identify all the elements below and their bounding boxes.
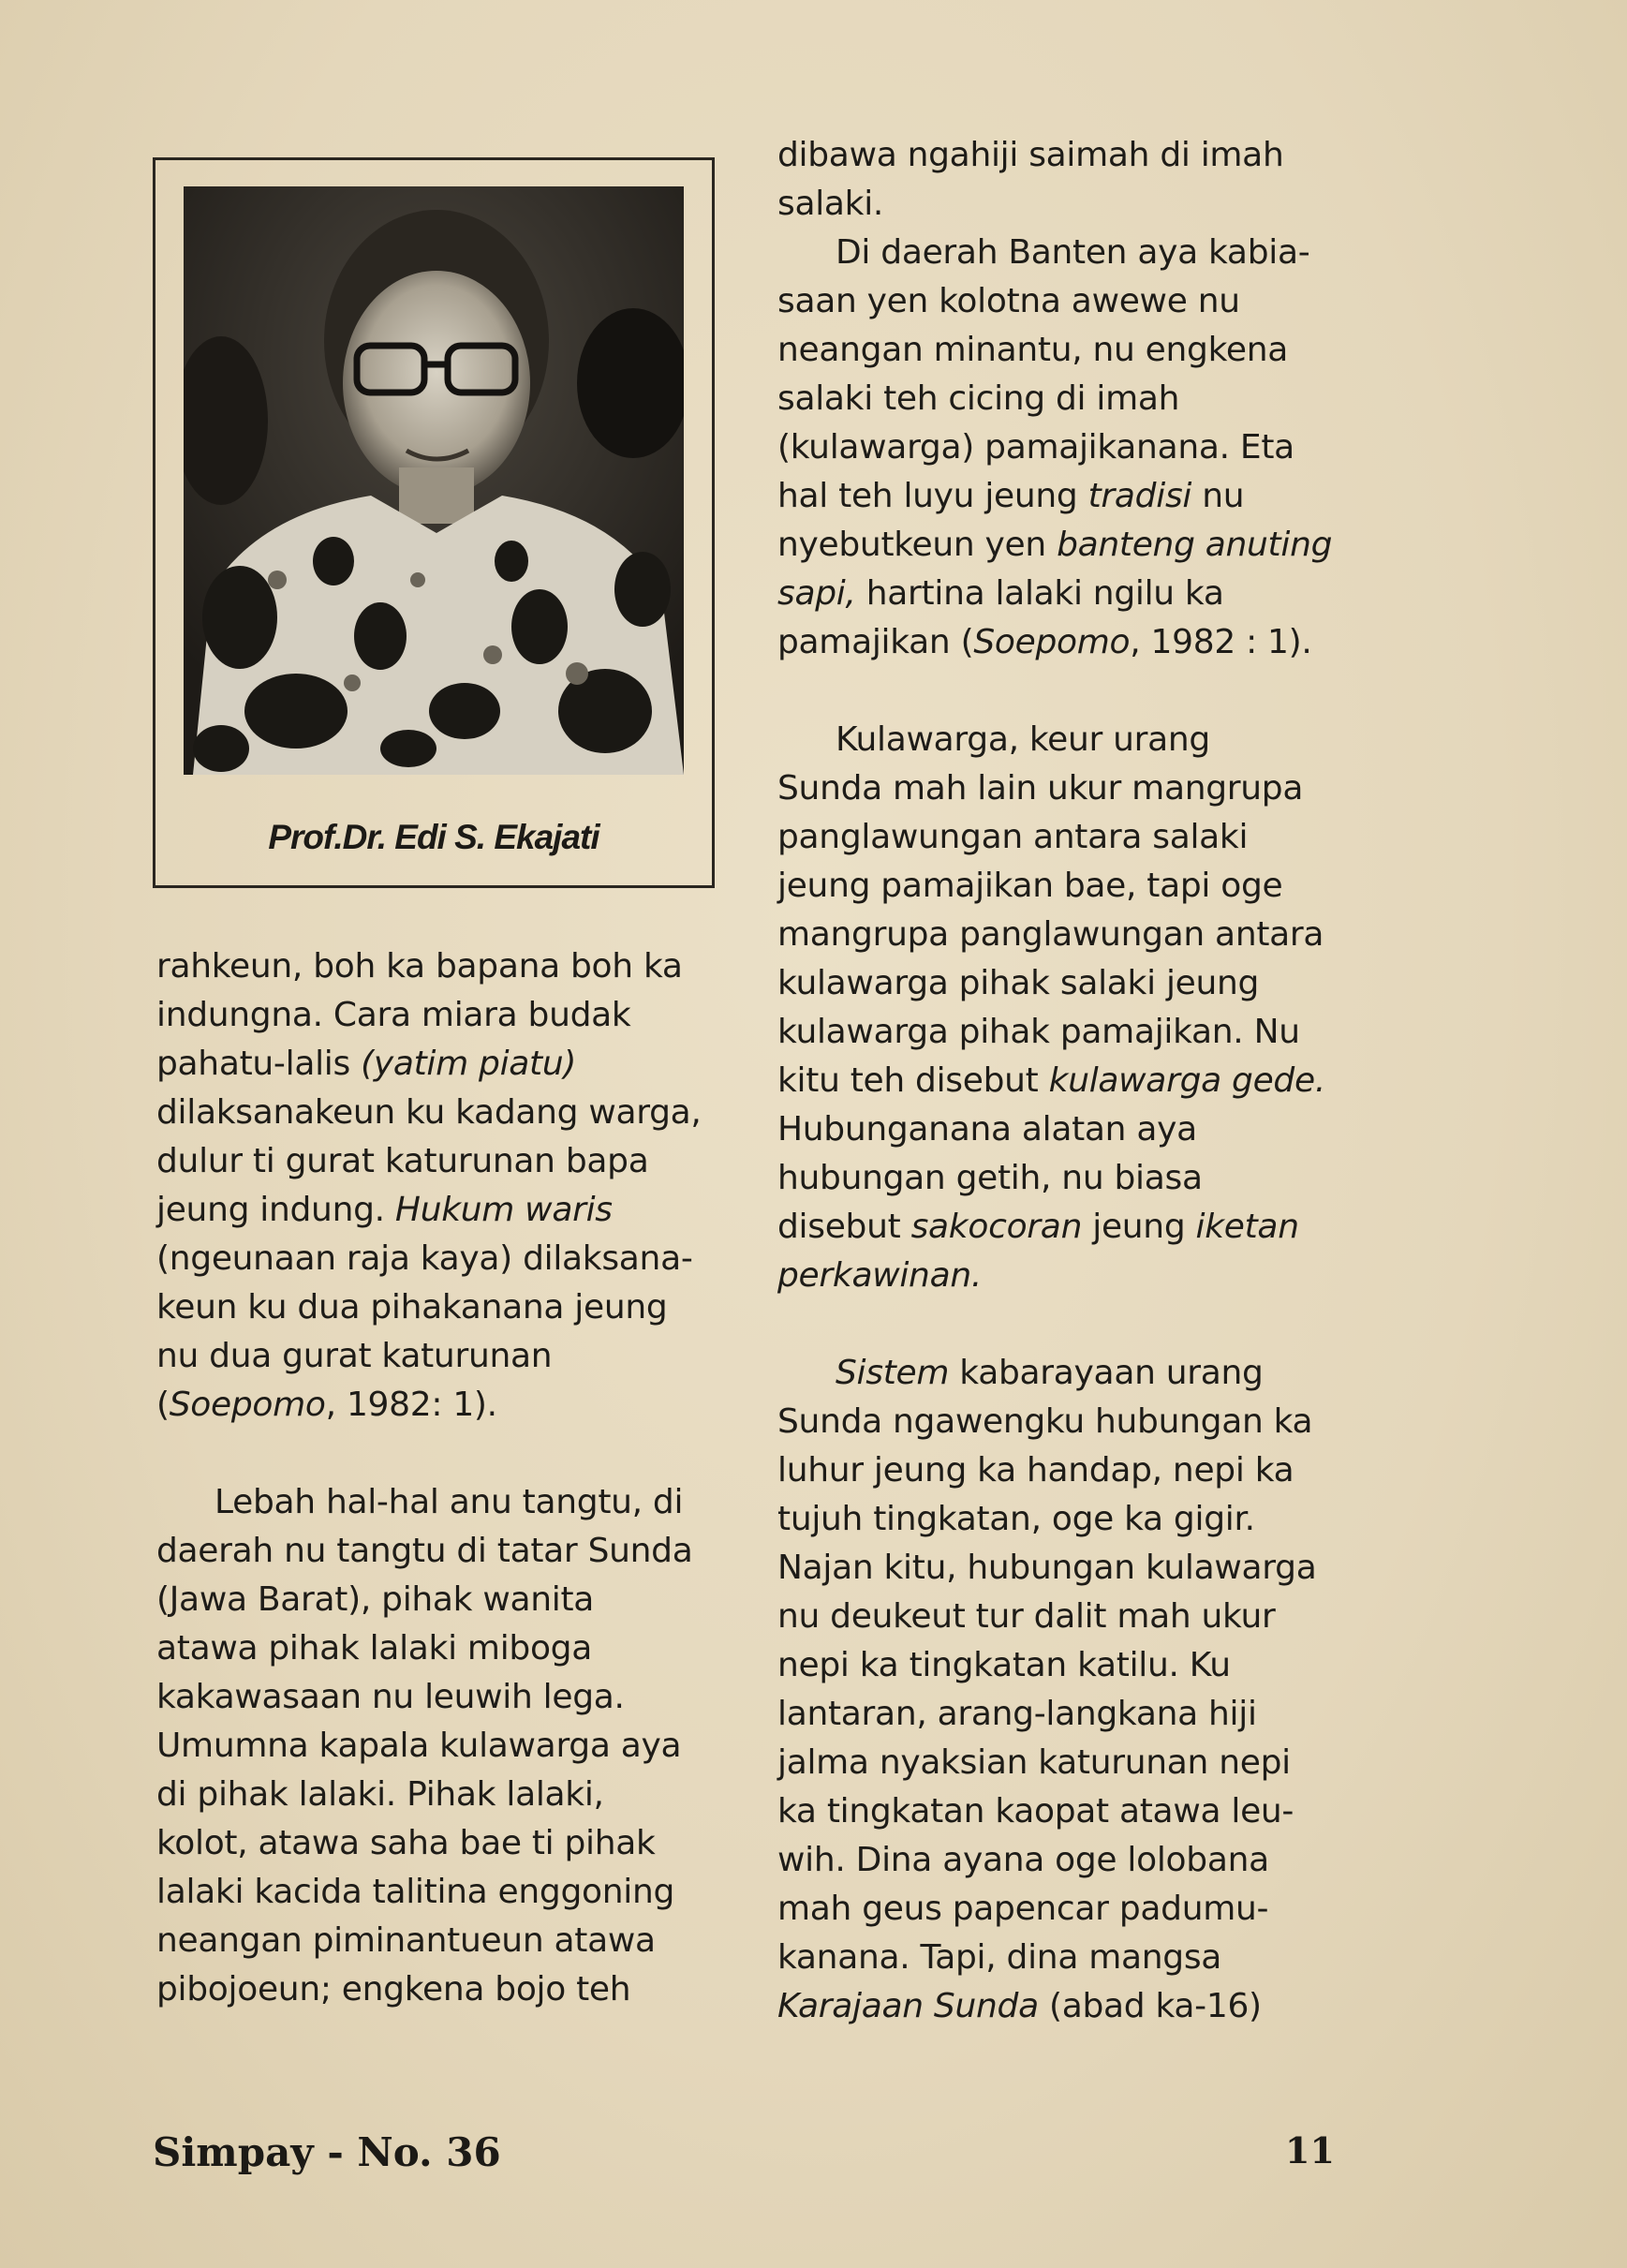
italic-term: iketan [1195, 1208, 1299, 1246]
text-line [777, 1982, 1358, 2031]
paragraph [777, 716, 1358, 1300]
text-run: hal teh luyu jeung [777, 477, 1088, 515]
text-line [777, 1349, 1358, 1398]
text-line: nu dua gurat katurunan [156, 1337, 553, 1375]
text-line [777, 570, 1358, 618]
text-run: kabarayaan urang [949, 1354, 1264, 1392]
left-text-column [156, 942, 728, 2014]
text-line [777, 472, 1358, 521]
italic-term: banteng anuting [1057, 526, 1333, 564]
paragraph [777, 131, 1358, 229]
text-line: ka tingkatan kaopat atawa leu- [777, 1792, 1294, 1831]
text-line: neangan minantu, nu engkena [777, 331, 1288, 369]
text-line: Lebah hal-hal anu tangtu, di [214, 1483, 684, 1521]
text-line: rahkeun, boh ka bapana boh ka [156, 947, 683, 986]
text-line: hubungan getih, nu biasa [777, 1159, 1203, 1197]
text-line: mangrupa panglawungan antara [777, 915, 1324, 954]
italic-term: Soepomo [169, 1386, 326, 1424]
text-line: wih. Dina ayana oge lolobana [777, 1841, 1269, 1879]
text-line: (Jawa Barat), pihak wanita [156, 1580, 595, 1619]
text-run: pamajikan ( [777, 623, 974, 661]
italic-term: Hukum waris [394, 1191, 613, 1229]
text-run: jeung [1082, 1208, 1196, 1246]
text-line [156, 991, 728, 1040]
text-line: jeung pamajikan bae, tapi oge [777, 867, 1283, 905]
text-line [156, 1040, 728, 1089]
text-run: disebut [777, 1208, 911, 1246]
text-line: kulawarga pihak pamajikan. Nu [777, 1013, 1300, 1051]
text-run: ( [156, 1386, 170, 1424]
text-line: nepi ka tingkatan katilu. Ku [777, 1646, 1231, 1684]
text-line: tujuh tingkatan, oge ka gigir. [777, 1500, 1255, 1538]
text-line: Hubunganana alatan aya [777, 1110, 1197, 1149]
portrait-photo [184, 186, 684, 775]
text-line: dilaksanakeun ku kadang warga, [156, 1093, 702, 1132]
text-line [777, 618, 1358, 667]
text-run: hartina lalaki ngilu ka [855, 574, 1224, 613]
italic-term: sapi, [777, 574, 856, 613]
paragraph [156, 942, 728, 1430]
text-run: jeung indung. [156, 1191, 395, 1229]
page-number: 11 [1285, 2129, 1335, 2172]
text-line: luhur jeung ka handap, nepi ka [777, 1451, 1294, 1490]
text-line [777, 1203, 1358, 1252]
text-line [777, 1252, 1358, 1300]
text-run: kitu teh disebut [777, 1061, 1049, 1100]
text-line: mah geus papencar padumu- [777, 1890, 1269, 1928]
text-line: salaki teh cicing di imah [777, 379, 1180, 418]
text-line: jalma nyaksian katurunan nepi [777, 1743, 1291, 1782]
text-line: nu deukeut tur dalit mah ukur [777, 1597, 1276, 1636]
text-line [156, 1186, 728, 1235]
text-line: lantaran, arang-langkana hiji [777, 1695, 1257, 1733]
italic-term: kulawarga gede. [1048, 1061, 1325, 1100]
photo-caption: Prof.Dr. Edi S. Ekajati [268, 818, 599, 856]
text-line [156, 1381, 728, 1430]
portrait-image [184, 186, 684, 775]
paragraph [777, 229, 1358, 667]
text-line: kolot, atawa saha bae ti pihak [156, 1824, 656, 1862]
text-line: keun ku dua pihakanana jeung [156, 1288, 668, 1327]
text-line: di pihak lalaki. Pihak lalaki, [156, 1775, 604, 1814]
text-line: Najan kitu, hubungan kulawarga [777, 1549, 1317, 1587]
text-line: pibojoeun; engkena bojo teh [156, 1970, 631, 2009]
text-line: daerah nu tangtu di tatar Sunda [156, 1532, 693, 1570]
italic-term: Soepomo [973, 623, 1131, 661]
italic-term: (yatim piatu) [361, 1045, 577, 1083]
photo-frame [153, 157, 715, 888]
paragraph [156, 1478, 728, 2014]
italic-term: perkawinan. [777, 1256, 982, 1295]
text-line: (kulawarga) pamajikanana. Eta [777, 428, 1294, 467]
text-line: dulur ti gurat katurunan bapa [156, 1142, 649, 1180]
italic-term: Karajaan Sunda [777, 1987, 1039, 2025]
text-line: dibawa ngahiji saimah di imah [777, 136, 1284, 174]
text-line: kanana. Tapi, dina mangsa [777, 1938, 1222, 1977]
italic-term: Sistem [836, 1354, 950, 1392]
italic-term: tradisi [1087, 477, 1192, 515]
text-line: atawa pihak lalaki miboga [156, 1629, 592, 1668]
text-run: nu [1191, 477, 1245, 515]
text-line: neangan piminantueun atawa [156, 1921, 656, 1960]
text-line: Di daerah Banten aya kabia- [836, 233, 1310, 272]
italic-term: sakocoran [910, 1208, 1083, 1246]
text-line: panglawungan antara salaki [777, 818, 1249, 856]
text-line: Kulawarga, keur urang [836, 720, 1210, 759]
text-line: kulawarga pihak salaki jeung [777, 964, 1260, 1002]
text-run: , 1982 : 1). [1130, 623, 1312, 661]
text-line: (ngeunaan raja kaya) dilaksana- [156, 1239, 693, 1278]
text-line: Umumna kapala kulawarga aya [156, 1727, 682, 1765]
text-line: Sunda mah lain ukur mangrupa [777, 769, 1304, 808]
right-text-column [777, 131, 1358, 2031]
text-line: Sunda ngawengku hubungan ka [777, 1402, 1313, 1441]
text-run: indungna. Cara miara budak [156, 996, 631, 1034]
text-run: (abad ka-16) [1038, 1987, 1262, 2025]
paragraph [777, 1349, 1358, 2031]
text-run: pahatu-lalis [156, 1045, 362, 1083]
text-run: nyebutkeun yen [777, 526, 1058, 564]
text-line [777, 1057, 1358, 1105]
text-line: lalaki kacida talitina enggoning [156, 1873, 675, 1911]
text-line [777, 521, 1358, 570]
text-line: salaki. [777, 185, 884, 223]
text-line: saan yen kolotna awewe nu [777, 282, 1240, 320]
publication-title: Simpay - No. 36 [153, 2129, 501, 2175]
text-line: kakawasaan nu leuwih lega. [156, 1678, 625, 1716]
text-run: , 1982: 1). [325, 1386, 497, 1424]
